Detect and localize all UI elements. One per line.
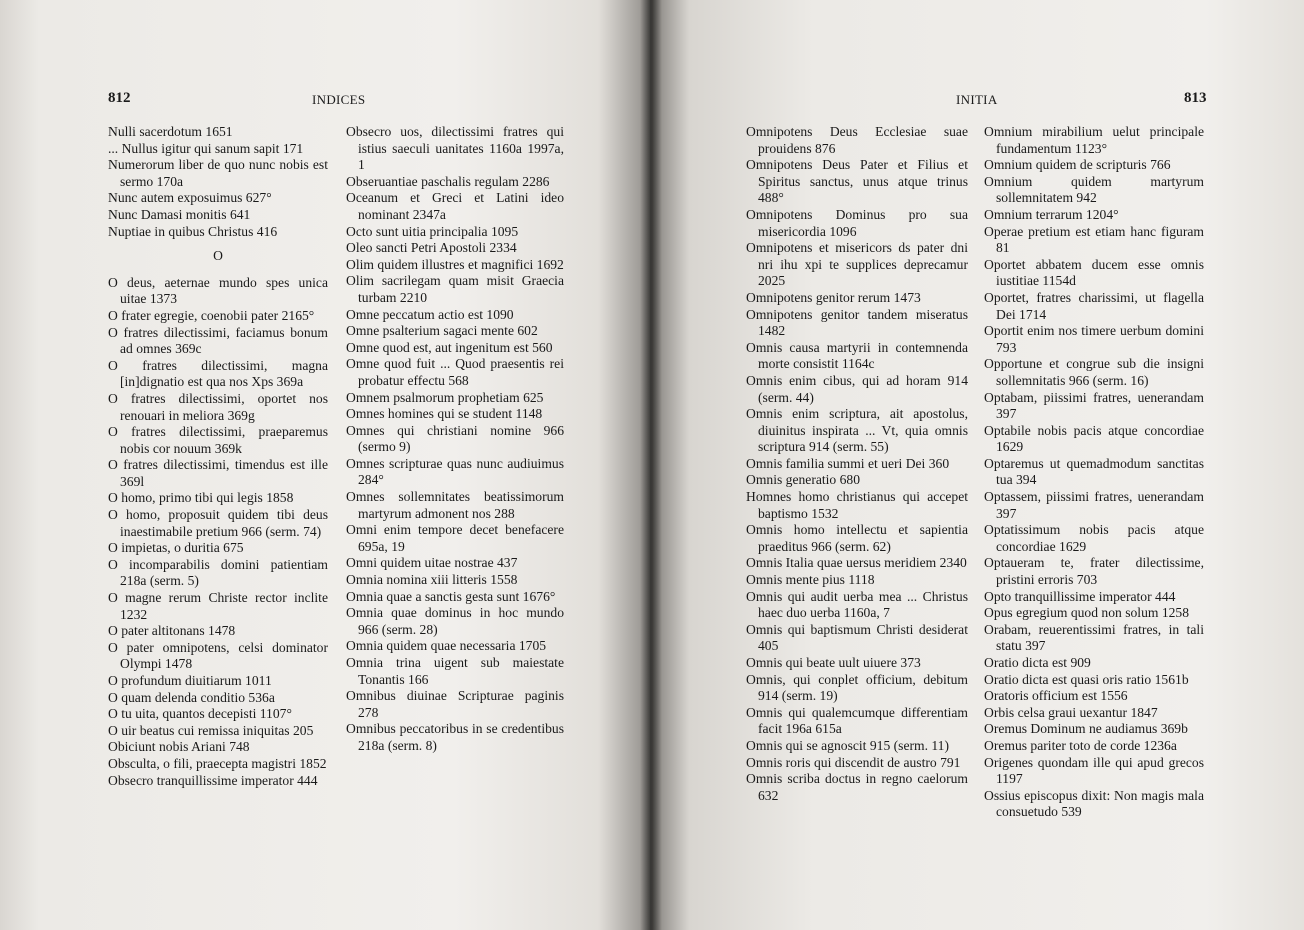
index-entry: Omnis qui se agnoscit 915 (serm. 11) bbox=[746, 737, 949, 753]
running-head: INITIA bbox=[956, 92, 998, 107]
index-entry: Omnis qui audit uerba mea ... Christus haec duo uerba 1160a, 7 bbox=[746, 588, 968, 621]
right-page bbox=[650, 0, 1304, 930]
index-entry: Omni enim tempore decet benefacere 695a, 19 bbox=[346, 522, 564, 554]
index-entry: Omni quidem uitae nostrae 437 bbox=[346, 555, 518, 571]
index-entry: O tu uita, quantos decepisti 1107° bbox=[108, 706, 292, 722]
index-entry: Omnium quidem martyrum sollemnitatem 942 bbox=[984, 173, 1204, 206]
index-entry: Omnipotens Dominus pro sua misericordia 1096 bbox=[746, 206, 968, 239]
index-entry: Oratio dicta est quasi oris ratio 1561b bbox=[984, 671, 1189, 687]
index-entry: Obseruantiae paschalis regulam 2286 bbox=[346, 173, 550, 189]
index-entry: Omnis scriba doctus in regno caelorum 632 bbox=[746, 771, 968, 803]
index-entry: Omnis enim scriptura, ait apostolus, diuinitus inspirata ... Vt, quia omnis scriptura 914 (serm. 55) bbox=[746, 406, 968, 455]
index-entry: Omnium quidem de scripturis 766 bbox=[984, 157, 1171, 173]
index-entry: Oportit enim nos timere uerbum domini 793 bbox=[984, 323, 1204, 355]
index-entry: O pater altitonans 1478 bbox=[108, 623, 236, 639]
index-entry: Optaueram te, frater dilectissime, pristini erroris 703 bbox=[984, 555, 1204, 588]
index-entry: O incomparabilis domini patientiam 218a (serm. 5) bbox=[108, 556, 328, 589]
index-column-1 bbox=[746, 124, 968, 804]
index-entry: Oremus pariter toto de corde 1236a bbox=[984, 737, 1177, 753]
index-entry: Omnes sollemnitates beatissimorum martyrum admonent nos 288 bbox=[346, 489, 564, 521]
index-entry: Omnia nomina xiii litteris 1558 bbox=[346, 572, 518, 588]
index-column-2 bbox=[984, 124, 1204, 821]
index-entry: O impietas, o duritia 675 bbox=[108, 540, 244, 556]
index-entry: Omnis generatio 680 bbox=[746, 472, 861, 488]
index-entry: Omnis qui beate uult uiuere 373 bbox=[746, 655, 921, 670]
index-entry: Optabam, piissimi fratres, uenerandam 397 bbox=[984, 389, 1204, 422]
index-entry: Omnes homines qui se student 1148 bbox=[346, 406, 543, 422]
index-entry: Obsecro tranquillissime imperator 444 bbox=[108, 772, 318, 788]
index-entry: Nunc autem exposuimus 627° bbox=[108, 190, 272, 206]
index-entry: Oportet abbatem ducem esse omnis iustitiae 1154d bbox=[984, 256, 1204, 289]
index-entry: Optabile nobis pacis atque concordiae 1629 bbox=[984, 422, 1204, 455]
index-entry: Omnis qui baptismum Christi desiderat 405 bbox=[746, 621, 968, 654]
index-entry: O fratres dilectissimi, timendus est ille 369l bbox=[108, 457, 328, 489]
page-number: 812 bbox=[108, 90, 131, 106]
index-entry: O pater omnipotens, celsi dominator Olympi 1478 bbox=[108, 639, 328, 672]
index-entry: Omnipotens Deus Pater et Filius et Spiritus sanctus, unus atque trinus 488° bbox=[746, 157, 968, 206]
index-entry: O fratres dilectissimi, praeparemus nobis cor nouum 369k bbox=[108, 424, 328, 456]
index-entry: Oratoris officium est 1556 bbox=[984, 688, 1128, 704]
index-entry: Omnem psalmorum prophetiam 625 bbox=[346, 389, 544, 405]
index-entry: Oceanum et Greci et Latini ideo nominant 2347a bbox=[346, 190, 564, 222]
index-entry: Optassem, piissimi fratres, uenerandam 397 bbox=[984, 489, 1204, 521]
index-entry: Oremus Dominum ne audiamus 369b bbox=[984, 721, 1188, 737]
index-entry: Orabam, reuerentissimi fratres, in tali statu 397 bbox=[984, 621, 1204, 654]
left-page bbox=[0, 0, 650, 930]
index-entry: Nulli sacerdotum 1651 bbox=[108, 124, 233, 139]
index-entry: O uir beatus cui remissa iniquitas 205 bbox=[108, 722, 314, 738]
index-entry: Omnis familia summi et ueri Dei 360 bbox=[746, 455, 950, 471]
index-entry: Obsculta, o fili, praecepta magistri 1852 bbox=[108, 755, 327, 771]
index-entry: O fratres dilectissimi, faciamus bonum ad omnes 369c bbox=[108, 324, 328, 357]
index-entry: O quam delenda conditio 536a bbox=[108, 689, 275, 705]
index-entry: O deus, aeternae mundo spes unica uitae 1373 bbox=[108, 274, 328, 307]
index-entry: Omnes qui christiani nomine 966 (sermo 9) bbox=[346, 422, 564, 455]
index-entry: Obiciunt nobis Ariani 748 bbox=[108, 739, 250, 755]
index-entry: Opportune et congrue sub die insigni sollemnitatis 966 (serm. 16) bbox=[984, 356, 1204, 388]
index-entry: O homo, proposuit quidem tibi deus inaestimabile pretium 966 (serm. 74) bbox=[108, 507, 328, 539]
index-entry: Omne quod fuit ... Quod praesentis rei probatur effectu 568 bbox=[346, 356, 564, 388]
index-entry: Ossius episcopus dixit: Non magis mala consuetudo 539 bbox=[984, 787, 1204, 820]
index-entry: Orbis celsa graui uexantur 1847 bbox=[984, 704, 1158, 720]
index-entry: Omnium mirabilium uelut principale fundamentum 1123° bbox=[984, 124, 1204, 156]
index-entry: Omnis Italia quae uersus meridiem 2340 bbox=[746, 555, 967, 571]
index-entry: Omnis enim cibus, qui ad horam 914 (serm. 44) bbox=[746, 372, 968, 405]
index-entry: Omnis causa martyrii in contemnenda morte consistit 1164c bbox=[746, 339, 968, 372]
index-entry: Numerorum liber de quo nunc nobis est sermo 170a bbox=[108, 157, 328, 189]
index-entry: Omnium terrarum 1204° bbox=[984, 206, 1119, 222]
index-entry: Nunc Damasi monitis 641 bbox=[108, 206, 251, 222]
index-entry: Operae pretium est etiam hanc figuram 81 bbox=[984, 223, 1204, 256]
index-entry: O magne rerum Christe rector inclite 1232 bbox=[108, 590, 328, 622]
index-entry: Oratio dicta est 909 bbox=[984, 655, 1091, 670]
index-entry: Omnis qui qualemcumque differentiam facit 196a 615a bbox=[746, 704, 968, 737]
index-entry: Optaremus ut quemadmodum sanctitas tua 394 bbox=[984, 455, 1204, 488]
index-entry: Omnipotens et misericors ds pater dni nri ihu xpi te supplices deprecamur 2025 bbox=[746, 240, 968, 289]
index-entry: O profundum diuitiarum 1011 bbox=[108, 673, 272, 688]
index-entry: Nuptiae in quibus Christus 416 bbox=[108, 223, 278, 239]
index-entry: Omnibus peccatoribus in se credentibus 218a (serm. 8) bbox=[346, 721, 564, 753]
index-entry: Omnis, qui conplet officium, debitum 914 (serm. 19) bbox=[746, 671, 968, 704]
index-entry: Opus egregium quod non solum 1258 bbox=[984, 605, 1190, 621]
index-entry: Omne psalterium sagaci mente 602 bbox=[346, 323, 538, 339]
index-entry: Omnipotens Deus Ecclesiae suae prouidens 876 bbox=[746, 124, 968, 156]
index-entry: Omnipotens genitor tandem miseratus 1482 bbox=[746, 306, 968, 339]
index-entry: Obsecro uos, dilectissimi fratres qui istius saeculi uanitates 1160a 1997a, 1 bbox=[346, 124, 564, 173]
book-gutter bbox=[640, 0, 662, 930]
index-entry: Omnis roris qui discendit de austro 791 bbox=[746, 754, 961, 770]
section-letter: O bbox=[213, 248, 223, 264]
index-entry: O fratres dilectissimi, magna [in]dignatio est qua nos Xps 369a bbox=[108, 357, 328, 390]
index-entry: Optatissimum nobis pacis atque concordiae 1629 bbox=[984, 522, 1204, 554]
index-column-2 bbox=[346, 124, 564, 755]
index-entry: Homnes homo christianus qui accepet baptismo 1532 bbox=[746, 489, 968, 521]
index-entry: ... Nullus igitur qui sanum sapit 171 bbox=[108, 140, 304, 156]
index-entry: Oleo sancti Petri Apostoli 2334 bbox=[346, 240, 517, 256]
index-entry: Omnis homo intellectu et sapientia praeditus 966 (serm. 62) bbox=[746, 522, 968, 554]
index-entry: Omnipotens genitor rerum 1473 bbox=[746, 289, 921, 305]
index-entry: Opto tranquillissime imperator 444 bbox=[984, 588, 1176, 604]
index-entry: Omnibus diuinae Scripturae paginis 278 bbox=[346, 688, 564, 720]
index-entry: Omnis mente pius 1118 bbox=[746, 572, 875, 588]
index-entry: Octo sunt uitia principalia 1095 bbox=[346, 223, 519, 239]
index-entry: Olim sacrilegam quam misit Graecia turbam 2210 bbox=[346, 273, 564, 305]
index-entry: Omnia quae a sanctis gesta sunt 1676° bbox=[346, 588, 556, 604]
index-entry: Omnes scripturae quas nunc audiuimus 284° bbox=[346, 455, 564, 488]
index-entry: Olim quidem illustres et magnifici 1692 bbox=[346, 256, 564, 272]
index-entry: O homo, primo tibi qui legis 1858 bbox=[108, 490, 294, 506]
index-entry: Oportet, fratres charissimi, ut flagella Dei 1714 bbox=[984, 289, 1204, 322]
index-entry: O frater egregie, coenobii pater 2165° bbox=[108, 307, 315, 323]
index-entry: O fratres dilectissimi, oportet nos renouari in meliora 369g bbox=[108, 390, 328, 423]
index-entry: Omne quod est, aut ingenitum est 560 bbox=[346, 339, 553, 355]
index-entry: Omnia trina uigent sub maiestate Tonantis 166 bbox=[346, 655, 564, 687]
running-head: INDICES bbox=[312, 92, 366, 107]
index-entry: Origenes quondam ille qui apud grecos 1197 bbox=[984, 754, 1204, 787]
index-column-1 bbox=[108, 124, 328, 789]
index-entry: Omnia quae dominus in hoc mundo 966 (serm. 28) bbox=[346, 605, 564, 637]
page-number: 813 bbox=[1184, 90, 1207, 106]
index-entry: Omnia quidem quae necessaria 1705 bbox=[346, 638, 547, 654]
index-entry: Omne peccatum actio est 1090 bbox=[346, 306, 514, 322]
